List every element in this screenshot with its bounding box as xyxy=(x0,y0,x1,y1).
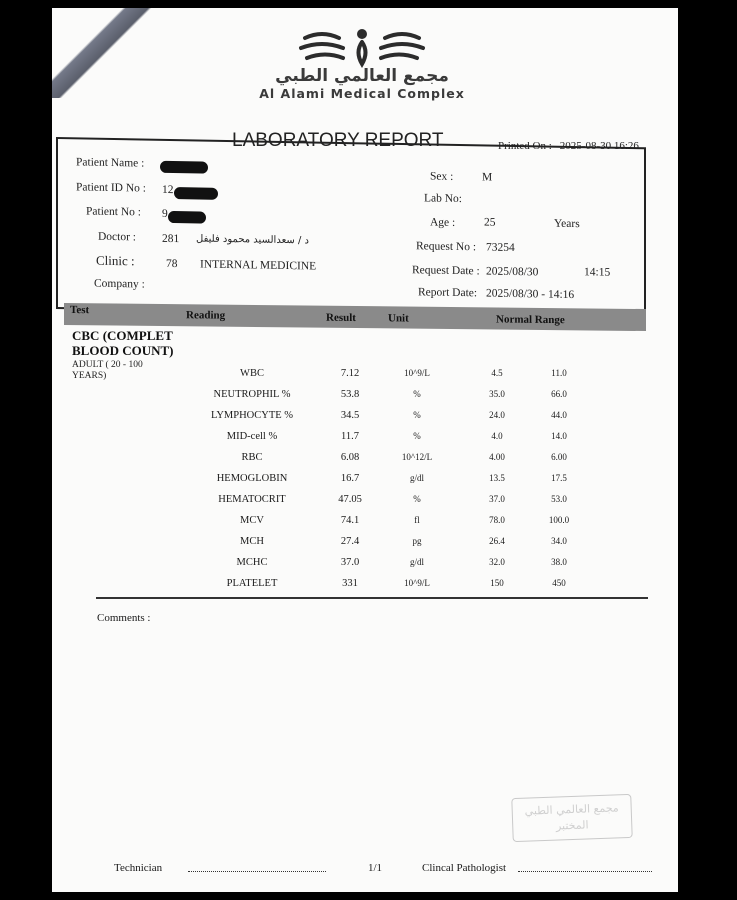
row-normal-low: 4.0 xyxy=(491,431,503,441)
table-row xyxy=(52,557,678,575)
row-result: 7.12 xyxy=(340,368,360,379)
request-date-label: Request Date : xyxy=(412,264,480,278)
row-unit: fl xyxy=(414,515,420,525)
row-result: 27.4 xyxy=(340,536,360,547)
test-name-line2: BLOOD COUNT) xyxy=(72,343,174,358)
row-normal-low: 4.00 xyxy=(489,452,505,462)
row-normal-high: 450 xyxy=(552,578,566,588)
table-row xyxy=(52,515,678,533)
report-date-label: Report Date: xyxy=(418,286,478,300)
row-reading: MCHC xyxy=(236,557,268,568)
row-normal-high: 17.5 xyxy=(551,473,567,483)
row-normal-low: 32.0 xyxy=(489,557,505,567)
page-shadow xyxy=(52,8,212,98)
row-unit: % xyxy=(413,431,421,441)
doctor-name: د / سعدالسيد محمود فليفل xyxy=(196,233,309,247)
row-normal-high: 53.0 xyxy=(551,494,567,504)
table-row xyxy=(52,431,678,449)
row-reading: HEMATOCRIT xyxy=(218,494,286,505)
row-unit: pg xyxy=(412,536,422,546)
row-unit: % xyxy=(413,410,421,420)
stamp-line2: المختبر xyxy=(555,818,589,833)
table-bottom-rule xyxy=(96,597,648,599)
row-unit: % xyxy=(413,494,421,504)
row-reading: PLATELET xyxy=(226,578,278,589)
institution-english-name: Al Alami Medical Complex xyxy=(259,86,465,101)
age-label: Age : xyxy=(430,216,456,229)
stamp-line1: مجمع العالمي الطبي xyxy=(524,801,619,818)
patient-no-redaction xyxy=(168,211,206,224)
row-reading: MID-cell % xyxy=(226,431,278,442)
row-reading: MCV xyxy=(240,515,264,526)
report-page xyxy=(52,8,678,892)
row-result: 74.1 xyxy=(340,515,360,526)
printed-on-label: Printed On : xyxy=(498,140,552,152)
clinic-name: INTERNAL MEDICINE xyxy=(200,258,317,273)
table-row xyxy=(52,389,678,407)
row-unit: g/dl xyxy=(409,557,424,567)
row-unit: % xyxy=(413,389,421,399)
institution-arabic-name: مجمع العالمي الطبي xyxy=(275,66,449,86)
table-row xyxy=(52,494,678,512)
row-normal-high: 66.0 xyxy=(551,389,567,399)
row-result: 34.5 xyxy=(340,410,360,421)
test-name xyxy=(72,328,173,358)
row-result: 331 xyxy=(342,578,358,589)
header-reading: Reading xyxy=(186,309,226,322)
row-reading: LYMPHOCYTE % xyxy=(210,410,294,421)
row-normal-low: 24.0 xyxy=(489,410,505,420)
lab-stamp xyxy=(511,794,632,842)
table-row xyxy=(52,368,678,386)
patient-no-value: 9 xyxy=(162,207,168,220)
request-time-value: 14:15 xyxy=(584,266,611,279)
row-normal-low: 150 xyxy=(490,578,504,588)
row-normal-high: 100.0 xyxy=(548,515,570,525)
row-unit: 10^9/L xyxy=(404,368,430,378)
row-result: 16.7 xyxy=(340,473,360,484)
row-reading: RBC xyxy=(241,452,263,463)
doctor-code: 281 xyxy=(162,232,180,246)
test-sub-line2: YEARS) xyxy=(72,371,107,381)
test-name-line1: CBC (COMPLET xyxy=(72,328,173,343)
institution-logo xyxy=(297,26,427,70)
table-row xyxy=(52,410,678,428)
row-result: 37.0 xyxy=(340,557,360,568)
header-unit: Unit xyxy=(388,312,409,325)
printed-on-value: 2025-08-30 16:26 xyxy=(559,140,639,152)
test-sub-line1: ADULT ( 20 - 100 xyxy=(72,360,143,370)
row-result: 11.7 xyxy=(341,431,359,442)
request-no-value: 73254 xyxy=(486,241,515,255)
table-row xyxy=(52,473,678,491)
report-date-value: 2025/08/30 - 14:16 xyxy=(486,287,575,302)
row-result: 53.8 xyxy=(340,389,360,400)
patient-name-label: Patient Name : xyxy=(76,156,145,170)
doctor-label: Doctor : xyxy=(98,230,137,244)
table-row xyxy=(52,578,678,596)
patient-name-redaction xyxy=(160,161,208,174)
patient-id-value: 12 xyxy=(162,183,174,197)
sex-label: Sex : xyxy=(430,170,454,183)
header-test: Test xyxy=(70,304,90,317)
patient-no-label: Patient No : xyxy=(86,205,141,219)
request-no-label: Request No : xyxy=(416,240,477,254)
row-result: 6.08 xyxy=(340,452,360,463)
patient-id-label: Patient ID No : xyxy=(76,181,146,195)
results-table-header xyxy=(64,303,646,331)
technician-signature-line xyxy=(188,871,326,872)
row-unit: 10^9/L xyxy=(404,578,430,588)
row-normal-high: 14.0 xyxy=(551,431,567,441)
row-normal-high: 44.0 xyxy=(551,410,567,420)
row-reading: HEMOGLOBIN xyxy=(216,473,288,484)
patient-id-redaction xyxy=(174,187,218,200)
age-unit: Years xyxy=(554,217,580,231)
table-row xyxy=(52,452,678,470)
row-reading: NEUTROPHIL % xyxy=(213,389,291,400)
sex-value: M xyxy=(482,171,493,184)
row-normal-high: 11.0 xyxy=(551,368,567,378)
technician-label: Technician xyxy=(114,862,163,874)
row-reading: MCH xyxy=(240,536,264,547)
comments-label: Comments : xyxy=(97,612,151,624)
header-normal-range: Normal Range xyxy=(496,313,565,327)
row-normal-low: 13.5 xyxy=(489,473,505,483)
company-label: Company : xyxy=(94,277,145,291)
report-title: LABORATORY REPORT xyxy=(232,130,444,151)
row-normal-low: 78.0 xyxy=(489,515,505,525)
row-normal-low: 35.0 xyxy=(489,389,505,399)
row-result: 47.05 xyxy=(338,494,362,505)
pathologist-signature-line xyxy=(518,871,652,872)
row-normal-high: 6.00 xyxy=(551,452,567,462)
row-unit: g/dl xyxy=(409,473,424,483)
clinic-code: 78 xyxy=(166,257,178,271)
clinic-label: Clinic : xyxy=(96,252,135,269)
row-normal-high: 38.0 xyxy=(551,557,567,567)
table-row xyxy=(52,536,678,554)
row-unit: 10^12/L xyxy=(401,452,433,462)
header-result: Result xyxy=(326,311,356,325)
page-number: 1/1 xyxy=(368,862,383,874)
row-normal-low: 4.5 xyxy=(491,368,503,378)
row-normal-low: 26.4 xyxy=(489,536,505,546)
lab-no-label: Lab No: xyxy=(424,192,463,206)
row-normal-high: 34.0 xyxy=(551,536,567,546)
request-date-value: 2025/08/30 xyxy=(486,265,539,279)
age-value: 25 xyxy=(484,216,496,229)
row-normal-low: 37.0 xyxy=(489,494,505,504)
row-reading: WBC xyxy=(240,368,264,379)
pathologist-label: Clincal Pathologist xyxy=(422,862,507,874)
